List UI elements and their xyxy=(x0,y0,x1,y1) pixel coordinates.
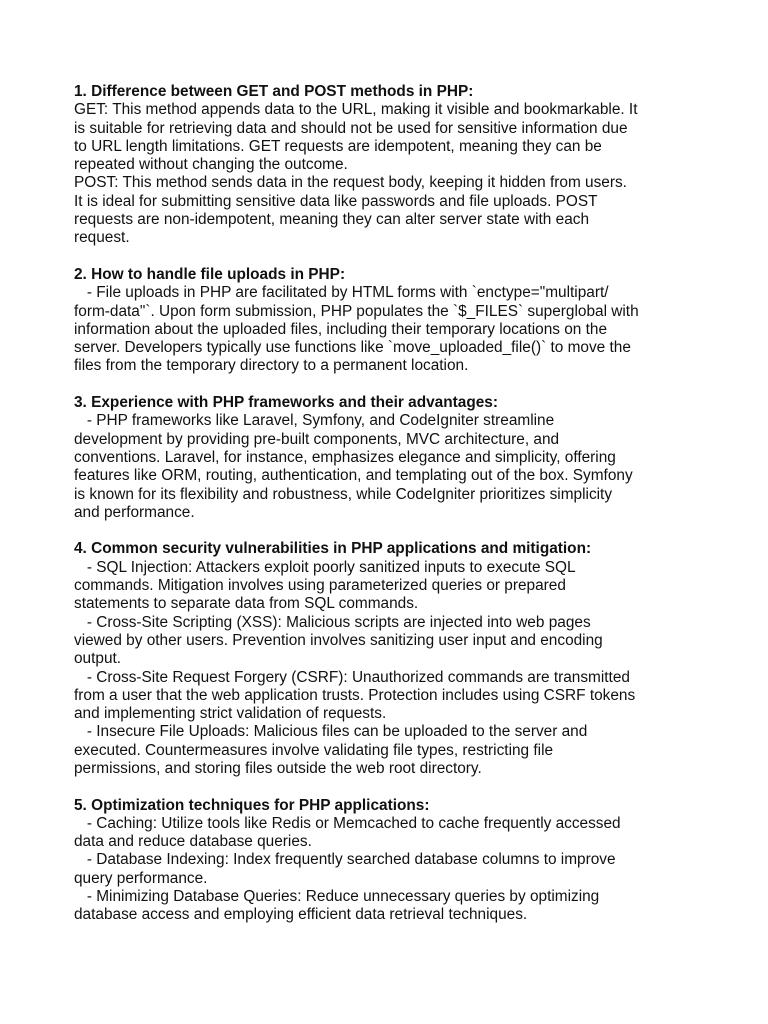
body-line: POST: This method sends data in the request body, keeping it hidden from users. xyxy=(74,174,627,192)
section-frameworks xyxy=(74,394,700,522)
body-line: - PHP frameworks like Laravel, Symfony, and CodeIgniter streamline xyxy=(74,412,555,430)
body-line: files from the temporary directory to a permanent location. xyxy=(74,357,469,375)
body-line: - Database Indexing: Index frequently searched database columns to improve xyxy=(74,851,616,869)
body-line: executed. Countermeasures involve validating file types, restricting file xyxy=(74,741,554,759)
body-line: data and reduce database queries. xyxy=(74,833,312,851)
section-heading: 1. Difference between GET and POST methods in PHP: xyxy=(74,83,474,100)
body-line: form-data"`. Upon form submission, PHP populates the `$_FILES` superglobal with xyxy=(74,302,639,320)
body-line: server. Developers typically use functions like `move_uploaded_file()` to move the xyxy=(74,339,631,357)
body-line: commands. Mitigation involves using parameterized queries or prepared xyxy=(74,577,566,595)
section-file-uploads xyxy=(74,266,700,376)
body-line: query performance. xyxy=(74,869,208,887)
body-line: request. xyxy=(74,229,130,247)
section-heading: 3. Experience with PHP frameworks and their advantages: xyxy=(74,394,498,412)
body-line: permissions, and storing files outside the web root directory. xyxy=(74,759,482,777)
body-line: and performance. xyxy=(74,503,195,521)
body-line: GET: This method appends data to the URL, making it visible and bookmarkable. It xyxy=(74,101,638,119)
body-line: - Cross-Site Scripting (XSS): Malicious scripts are injected into web pages xyxy=(74,613,591,631)
body-line: viewed by other users. Prevention involves sanitizing user input and encoding xyxy=(74,631,603,649)
body-line: - Minimizing Database Queries: Reduce unnecessary queries by optimizing xyxy=(74,888,600,906)
body-line: is known for its flexibility and robustness, while CodeIgniter prioritizes simplicity xyxy=(74,485,613,503)
body-line: development by providing pre-built components, MVC architecture, and xyxy=(74,430,560,448)
document-page xyxy=(74,83,700,943)
body-line: to URL length limitations. GET requests are idempotent, meaning they can be xyxy=(74,137,602,155)
body-line: is suitable for retrieving data and should not be used for sensitive information due xyxy=(74,119,628,137)
section-heading: 2. How to handle file uploads in PHP: xyxy=(74,265,346,283)
body-line: - Insecure File Uploads: Malicious files can be uploaded to the server and xyxy=(74,723,588,741)
section-security xyxy=(74,540,700,778)
body-line: - Caching: Utilize tools like Redis or Memcached to cache frequently accessed xyxy=(74,814,621,832)
body-line: output. xyxy=(74,650,122,668)
body-line: requests are non-idempotent, meaning they can alter server state with each xyxy=(74,211,590,229)
body-line: repeated without changing the outcome. xyxy=(74,156,348,174)
body-line: and implementing strict validation of requests. xyxy=(74,705,387,723)
body-line: information about the uploaded files, including their temporary locations on the xyxy=(74,320,608,338)
section-optimization xyxy=(74,797,700,925)
body-line: conventions. Laravel, for instance, emphasizes elegance and simplicity, offering xyxy=(74,448,616,466)
section-heading: 4. Common security vulnerabilities in PHP applications and mitigation: xyxy=(74,540,592,558)
section-get-post xyxy=(74,83,700,248)
body-line: from a user that the web application trusts. Protection includes using CSRF tokens xyxy=(74,686,636,704)
body-line: - SQL Injection: Attackers exploit poorly sanitized inputs to execute SQL xyxy=(74,558,576,576)
body-line: It is ideal for submitting sensitive data like passwords and file uploads. POST xyxy=(74,192,598,210)
section-heading: 5. Optimization techniques for PHP applications: xyxy=(74,796,430,814)
body-line: - File uploads in PHP are facilitated by HTML forms with `enctype="multipart/ xyxy=(74,284,609,302)
body-line: features like ORM, routing, authentication, and templating out of the box. Symfony xyxy=(74,467,633,485)
body-line: - Cross-Site Request Forgery (CSRF): Unauthorized commands are transmitted xyxy=(74,668,630,686)
body-line: statements to separate data from SQL commands. xyxy=(74,595,419,613)
body-line: database access and employing efficient data retrieval techniques. xyxy=(74,906,528,924)
